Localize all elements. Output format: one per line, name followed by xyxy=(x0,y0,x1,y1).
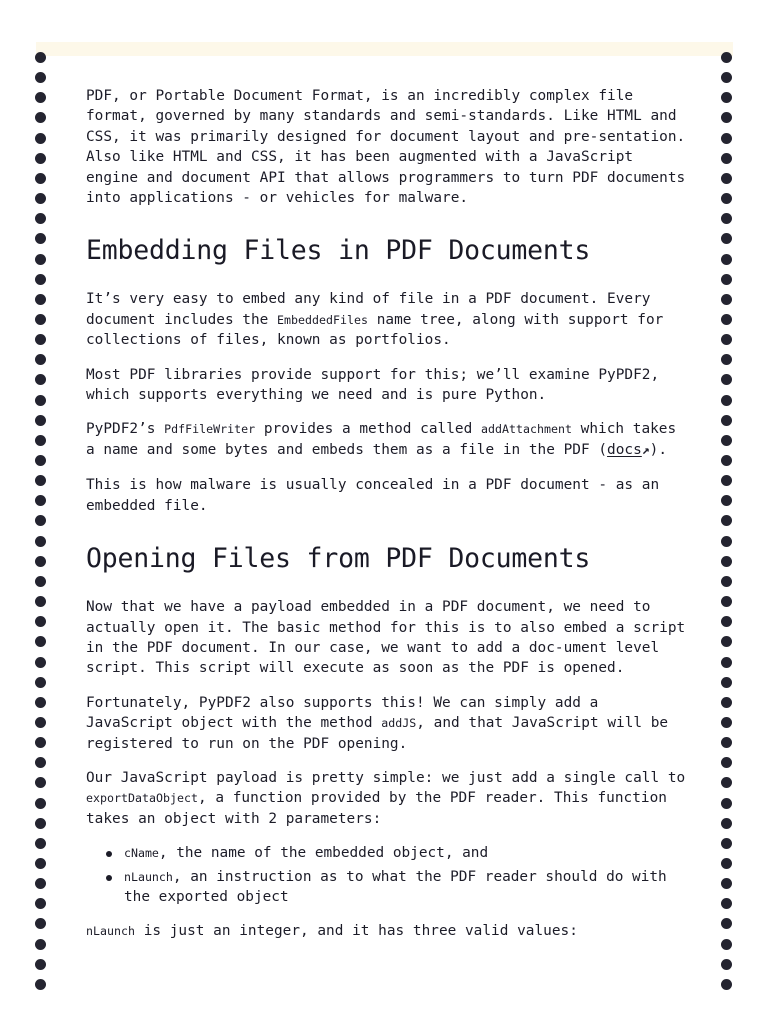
perforation-hole xyxy=(721,254,732,265)
opening-paragraph-4: nLaunch is just an integer, and it has three valid values: xyxy=(86,923,578,940)
opening-paragraph-2: Fortunately, PyPDF2 also supports this! We can simply add a JavaScript object with the method addJS, and that JavaScript will be registered to run on the PDF opening. xyxy=(86,694,669,752)
perforation-hole xyxy=(721,939,732,950)
perforation-hole xyxy=(35,717,46,728)
left-perforation xyxy=(35,52,47,996)
perforation-hole xyxy=(35,898,46,909)
perforation-hole xyxy=(721,314,732,325)
perforation-hole xyxy=(35,395,46,406)
perforation-hole xyxy=(721,536,732,547)
perforation-hole xyxy=(35,536,46,547)
embedding-paragraph-4: This is how malware is usually concealed in a PDF document - as an embedded file. xyxy=(86,477,660,514)
embedding-paragraph-1: It’s very easy to embed any kind of file in a PDF document. Every document includes the EmbeddedFiles name tree, along with support for collections of files, known as portfolios. xyxy=(86,291,664,349)
perforation-hole xyxy=(35,455,46,466)
perforation-hole xyxy=(721,455,732,466)
perforation-hole xyxy=(721,717,732,728)
perforation-hole xyxy=(721,838,732,849)
perforation-hole xyxy=(35,374,46,385)
perforation-hole xyxy=(721,395,732,406)
docs-link[interactable]: docs xyxy=(607,441,642,458)
perforation-hole xyxy=(35,677,46,688)
perforation-hole xyxy=(35,52,46,63)
perforation-hole xyxy=(35,334,46,345)
perforation-hole xyxy=(721,616,732,627)
perforation-hole xyxy=(721,274,732,285)
perforation-hole xyxy=(721,757,732,768)
perforation-hole xyxy=(721,657,732,668)
external-link-icon[interactable]: ↗ xyxy=(641,442,650,458)
perforation-hole xyxy=(35,979,46,990)
parameter-list xyxy=(86,843,692,907)
inline-code: EmbeddedFiles xyxy=(277,312,369,327)
article-content xyxy=(86,86,692,942)
list-item: nLaunch, an instruction as to what the PDF reader should do with the exported object xyxy=(86,867,692,908)
perforation-hole xyxy=(35,274,46,285)
list-item: cName, the name of the embedded object, and xyxy=(86,843,692,863)
perforation-hole xyxy=(721,354,732,365)
inline-code: addJS xyxy=(381,716,417,731)
perforation-hole xyxy=(721,878,732,889)
perforation-hole xyxy=(35,818,46,829)
perforation-hole xyxy=(721,475,732,486)
perforation-hole xyxy=(35,556,46,567)
perforation-hole xyxy=(35,838,46,849)
perforation-hole xyxy=(721,737,732,748)
perforation-hole xyxy=(721,697,732,708)
perforation-hole xyxy=(35,918,46,929)
right-perforation xyxy=(721,52,733,996)
inline-code: cName xyxy=(124,846,159,861)
perforation-hole xyxy=(721,193,732,204)
top-band xyxy=(36,42,733,56)
perforation-hole xyxy=(35,475,46,486)
perforation-hole xyxy=(35,697,46,708)
perforation-hole xyxy=(721,576,732,587)
perforation-hole xyxy=(35,112,46,123)
inline-code: addAttachment xyxy=(480,422,572,437)
perforation-hole xyxy=(721,596,732,607)
perforation-hole xyxy=(721,133,732,144)
perforation-hole xyxy=(35,616,46,627)
inline-code: exportDataObject xyxy=(86,791,199,806)
inline-code: nLaunch xyxy=(124,869,173,884)
perforation-hole xyxy=(721,636,732,647)
embedding-paragraph-3: PyPDF2’s PdfFileWriter provides a method called addAttachment which takes a name and some bytes and embeds them as a file in the PDF (docs↗). xyxy=(86,421,677,458)
perforation-hole xyxy=(35,515,46,526)
perforation-hole xyxy=(721,898,732,909)
perforation-hole xyxy=(35,415,46,426)
perforation-hole xyxy=(35,777,46,788)
inline-code: PdfFileWriter xyxy=(164,422,256,437)
perforation-hole xyxy=(721,858,732,869)
opening-paragraph-1: Now that we have a payload embedded in a PDF document, we need to actually open it. The basic method for this is to also embed a script in the PDF document. In our case, we want to add a doc-ument level script. This script will execute as soon as the PDF is opened. xyxy=(86,599,686,677)
perforation-hole xyxy=(35,878,46,889)
perforation-hole xyxy=(721,334,732,345)
inline-code: nLaunch xyxy=(86,924,136,939)
perforation-hole xyxy=(35,657,46,668)
perforation-hole xyxy=(721,798,732,809)
perforation-hole xyxy=(721,294,732,305)
perforation-hole xyxy=(721,556,732,567)
perforation-hole xyxy=(721,979,732,990)
perforation-hole xyxy=(721,818,732,829)
perforation-hole xyxy=(35,939,46,950)
perforation-hole xyxy=(35,435,46,446)
perforation-hole xyxy=(35,193,46,204)
perforation-hole xyxy=(721,112,732,123)
perforation-hole xyxy=(35,959,46,970)
section-heading-embedding: Embedding Files in PDF Documents xyxy=(86,235,591,267)
perforation-hole xyxy=(721,918,732,929)
perforation-hole xyxy=(35,757,46,768)
perforation-hole xyxy=(35,133,46,144)
perforation-hole xyxy=(721,213,732,224)
perforation-hole xyxy=(35,495,46,506)
perforation-hole xyxy=(721,173,732,184)
perforation-hole xyxy=(35,233,46,244)
perforation-hole xyxy=(721,777,732,788)
bullet-icon xyxy=(106,851,112,857)
perforation-hole xyxy=(721,415,732,426)
perforation-hole xyxy=(721,495,732,506)
embedding-paragraph-2: Most PDF libraries provide support for this; we’ll examine PyPDF2, which supports everything we need and is pure Python. xyxy=(86,366,660,404)
perforation-hole xyxy=(35,636,46,647)
perforation-hole xyxy=(721,92,732,103)
perforation-hole xyxy=(35,213,46,224)
opening-paragraph-3: Our JavaScript payload is pretty simple: we just add a single call to exportDataObject, a function provided by the PDF reader. This function takes an object with 2 parameters: xyxy=(86,769,686,827)
intro-paragraph: PDF, or Portable Document Format, is an incredibly complex file format, governed by many standards and semi-standards. Like HTML and CSS, it was primarily designed for document layout and pre-sentation. Also like HTML and CSS, it has been augmented with a JavaScript engine and document API that allows programmers to turn PDF documents into applications - or vehicles for malware. xyxy=(86,88,686,207)
perforation-hole xyxy=(721,515,732,526)
perforation-hole xyxy=(35,294,46,305)
perforation-hole xyxy=(721,153,732,164)
perforation-hole xyxy=(35,314,46,325)
perforation-hole xyxy=(35,596,46,607)
perforation-hole xyxy=(35,858,46,869)
perforation-hole xyxy=(721,52,732,63)
perforation-hole xyxy=(35,72,46,83)
perforation-hole xyxy=(35,354,46,365)
perforation-hole xyxy=(35,737,46,748)
perforation-hole xyxy=(35,92,46,103)
perforation-hole xyxy=(35,798,46,809)
perforation-hole xyxy=(721,677,732,688)
bullet-icon xyxy=(106,875,112,881)
perforation-hole xyxy=(35,576,46,587)
perforation-hole xyxy=(721,233,732,244)
perforation-hole xyxy=(35,254,46,265)
perforation-hole xyxy=(35,173,46,184)
section-heading-opening: Opening Files from PDF Documents xyxy=(86,543,591,575)
perforation-hole xyxy=(721,374,732,385)
perforation-hole xyxy=(721,959,732,970)
perforation-hole xyxy=(721,72,732,83)
perforation-hole xyxy=(721,435,732,446)
perforation-hole xyxy=(35,153,46,164)
